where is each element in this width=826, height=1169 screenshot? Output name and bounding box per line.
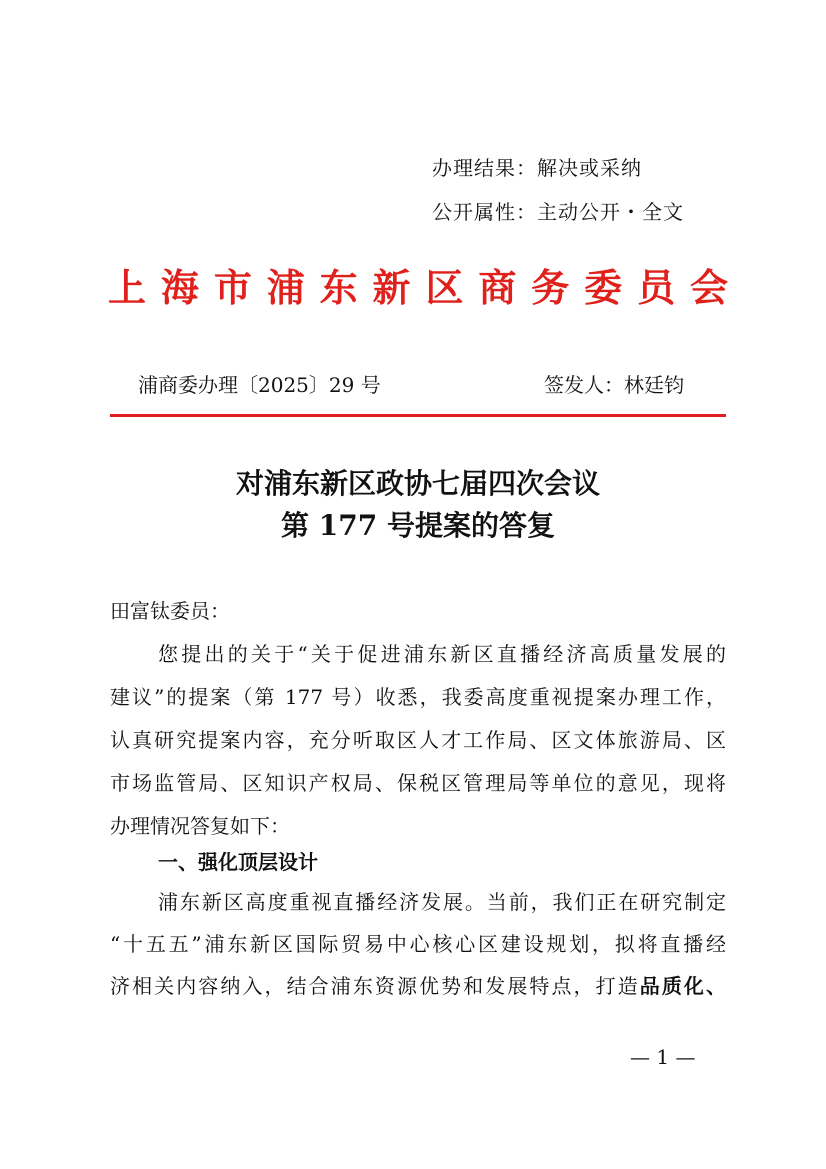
org-title-char: 海: [160, 265, 199, 310]
issuing-organization-title: [108, 264, 728, 312]
signer: 签发人：林廷钧: [544, 373, 684, 397]
org-title-char: 员: [637, 265, 676, 310]
org-title-char: 会: [689, 265, 728, 310]
org-title-char: 东: [319, 265, 358, 310]
bold-emphasis-text: 品质化、: [639, 974, 727, 998]
handling-result: 办理结果：解决或采纳: [432, 156, 642, 180]
document-subject-line-2: 第 177 号提案的答复: [281, 509, 555, 542]
public-attribute: 公开属性：主动公开・全文: [432, 200, 684, 224]
org-title-char: 市: [213, 265, 252, 310]
org-title-char: 区: [425, 265, 464, 310]
org-title-char: 上: [108, 265, 147, 310]
org-title-char: 委: [584, 265, 623, 310]
document-number: 浦商委办理〔2025〕29 号: [138, 373, 381, 397]
paragraph-line: 浦东新区高度重视直播经济发展。当前，我们正在研究制定: [158, 890, 726, 914]
paragraph-line: 您提出的关于“关于促进浦东新区直播经济高质量发展的: [158, 642, 726, 666]
document-subject-line-1: 对浦东新区政协七届四次会议: [235, 467, 600, 500]
red-divider-line: [110, 414, 726, 417]
paragraph-line: 市场监管局、区知识产权局、保税区管理局等单位的意见，现将: [110, 771, 726, 795]
org-title-char: 务: [531, 265, 570, 310]
paragraph-line-with-bold-tail: [110, 972, 726, 1000]
section-heading: 一、强化顶层设计: [158, 850, 318, 874]
page-number: — 1 —: [630, 1045, 696, 1069]
paragraph-line: “十五五”浦东新区国际贸易中心核心区建设规划，拟将直播经: [110, 932, 726, 956]
org-title-char: 浦: [266, 265, 305, 310]
paragraph-line: 办理情况答复如下：: [110, 814, 290, 838]
org-title-char: 商: [478, 265, 517, 310]
org-title-char: 新: [372, 265, 411, 310]
paragraph-line: 建议”的提案（第 177 号）收悉，我委高度重视提案办理工作，: [110, 685, 726, 709]
paragraph-line: 认真研究提案内容，充分听取区人才工作局、区文体旅游局、区: [110, 728, 726, 752]
salutation: 田富钛委员：: [110, 599, 230, 623]
paragraph-line-text: 济相关内容纳入，结合浦东资源优势和发展特点，打造: [110, 974, 640, 998]
